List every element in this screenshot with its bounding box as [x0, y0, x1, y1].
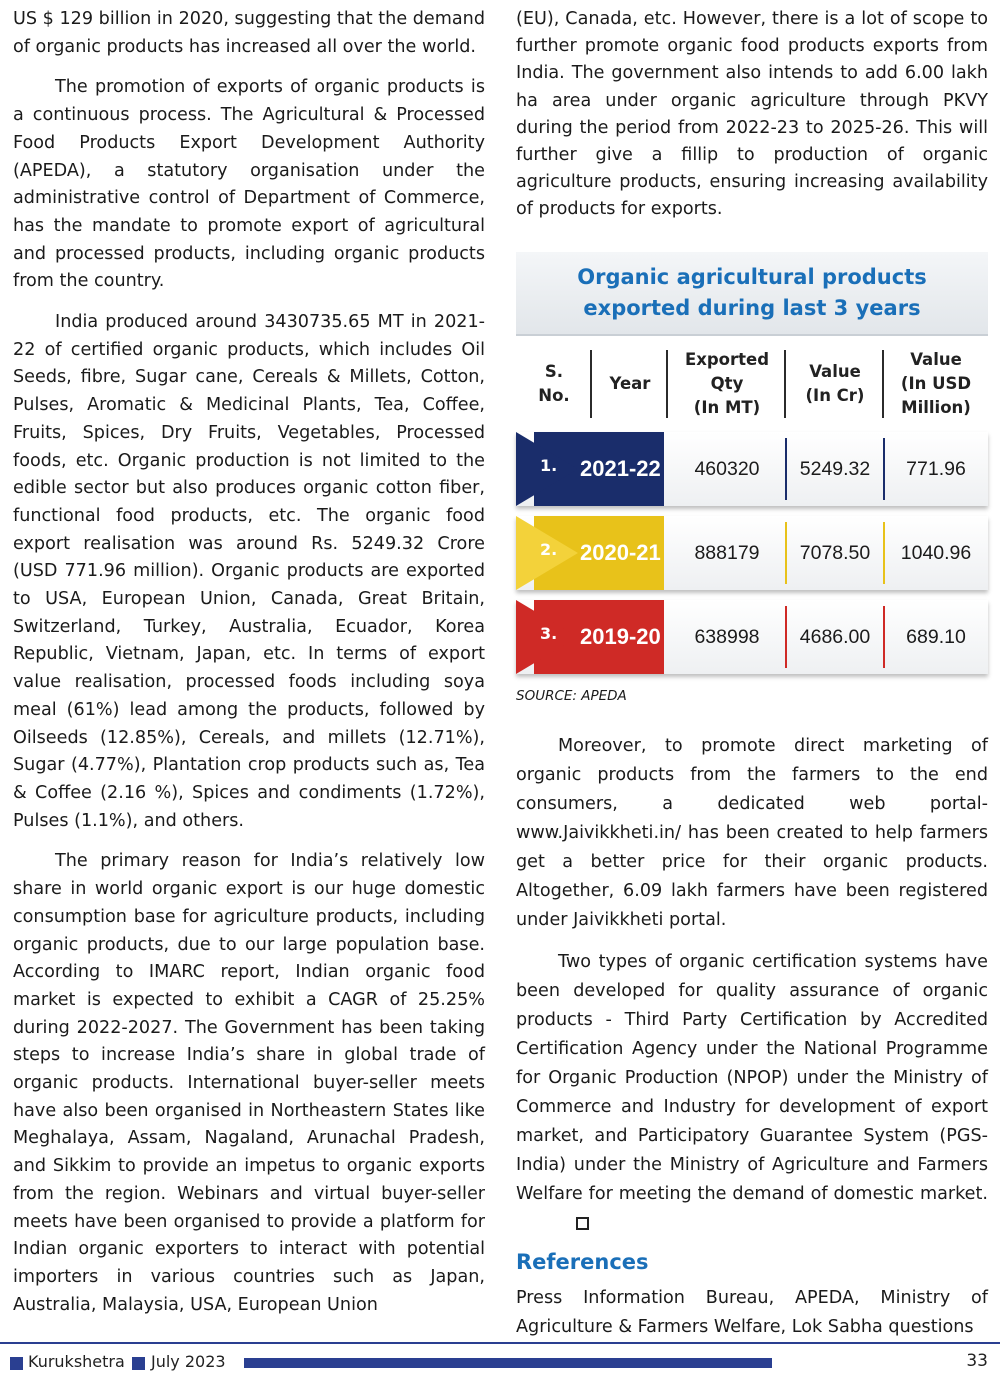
- paragraph: India produced around 3430735.65 MT in 2021-22 of certified organic products, which includes Oil Seeds, fibre, Sugar cane, Cereals & Millets, Cotton, Pulses, Aromatic & Medicinal Plants, Tea, Coffee, Fruits, Spices, Dry Fruits, Vegetables, Processed foods, etc. Organic production is not limited to the edible sector but also produces organic cotton fiber, functional food products, etc. The organic food export realisation was around Rs. 5249.32 Crore (USD 771.96 million). Organic products are exported to USA, European Union, Canada, Great Britain, Switzerland, Turkey, Australia, Ecuador, Korea Republic, Vietnam, Japan, etc. In terms of export value realisation, processed foods including soya meal (61%) lead among the products, followed by Oilseeds (12.85%), Cereals, and millets (12.71%), Sugar (4.77%), Plantation crop products such as, Tea & Coffee (2.16 %), Spices and condiments (1.72%), Pulses (1.1%), and others.: [13, 312, 485, 831]
- infographic-title-band: [516, 252, 988, 336]
- footer-rule: [0, 1342, 1000, 1344]
- paragraph: US $ 129 billion in 2020, suggesting that the demand of organic products has increased all over the world.: [13, 9, 485, 57]
- right-column-bottom: [516, 732, 988, 1355]
- table-row: [516, 600, 988, 674]
- row-qty: 460320: [694, 457, 760, 480]
- header-year: [592, 344, 668, 424]
- page-footer: [0, 1348, 1000, 1379]
- header-text: Exported: [684, 350, 770, 369]
- header-text: Year: [609, 374, 651, 393]
- paragraph: Moreover, to promote direct marketing of organic products from the farmers to the end consumers, a dedicated web portal- www.Jaivikkheti.in/ has been created to help farmers get a better price for their organic products. Altogether, 6.09 lakh farmers have been registered under Jaivikkheti portal.: [516, 736, 988, 930]
- end-mark-icon: [576, 1217, 589, 1230]
- references-text: Press Information Bureau, APEDA, Ministry of Agriculture & Farmers Welfare, Lok Sabha questions: [516, 1288, 988, 1337]
- export-infographic: [516, 252, 988, 682]
- row-year: 2019-20: [580, 624, 661, 649]
- header-text: Qty: [710, 374, 744, 393]
- row-sno: 2.: [540, 540, 558, 559]
- row-value-cr: 5249.32: [799, 457, 871, 480]
- paragraph: The primary reason for India’s relatively low share in world organic export is our huge domestic consumption base for agriculture products, including organic products, due to our large population base. According to IMARC report, Indian organic food market is expected to exhibit a CAGR of 25.25% during 2022-2027. The Government has been taking steps to increase India’s share in global trade of organic products. International buyer-seller meets have also been organised in Northeastern States like Meghalaya, Assam, Nagaland, Arunachal Pradesh, and Sikkim to provide an impetus to organic exports from the region. Webinars and virtual buyer-seller meets have been organised to provide a platform for Indian organic exporters to interact with potential importers in various countries such as Japan, Australia, Malaysia, USA, European Union: [13, 851, 485, 1315]
- infographic-title-line1: Organic agricultural products: [577, 265, 927, 289]
- header-text: Million): [901, 398, 971, 417]
- references-heading: References: [516, 1250, 649, 1274]
- paragraph: (EU), Canada, etc. However, there is a lot of scope to further promote organic food products exports from India. The government also intends to add 6.00 lakh ha area under organic agriculture through PKVY during the period from 2022-23 to 2025-26. This will further give a fillip to production of organic agriculture products, ensuring increasing availability of products for exports.: [516, 9, 988, 220]
- header-text: (In Cr): [805, 386, 865, 405]
- row-value-cr: 4686.00: [799, 625, 871, 648]
- header-text: (In MT): [693, 398, 761, 417]
- infographic-title: [516, 262, 988, 324]
- paragraph-text: Two types of organic certification systems have been developed for quality assurance of organic products - Third Party Certification by Accredited Certification Agency under the National Programme for Organic Production (NPOP) under the Ministry of Commerce and Industry for development of export market, and Participatory Guarantee System (PGS-India) under the Ministry of Agriculture and Farmers Welfare for meeting the demand of domestic market.: [516, 952, 988, 1204]
- infographic-title-line2: exported during last 3 years: [583, 296, 921, 320]
- header-sno: [516, 344, 592, 424]
- header-text: Value: [809, 362, 861, 381]
- row-sno: 1.: [540, 456, 558, 475]
- row-qty: 638998: [694, 625, 760, 648]
- row-value-usd: 771.96: [906, 457, 966, 480]
- left-column: [13, 6, 485, 1332]
- table-row: [516, 516, 988, 590]
- table-header: [516, 344, 988, 424]
- paragraph: [516, 948, 988, 1238]
- row-qty: 888179: [694, 541, 760, 564]
- footer-issue: July 2023: [151, 1352, 226, 1371]
- row-year: 2020-21: [580, 540, 661, 565]
- header-text: No.: [538, 386, 570, 405]
- row-value-usd: 1040.96: [900, 541, 972, 564]
- header-qty: [668, 344, 786, 424]
- source-caption: SOURCE: APEDA: [516, 688, 627, 704]
- row-value-usd: 689.10: [906, 625, 966, 648]
- header-value-cr: [786, 344, 884, 424]
- header-text: (In USD: [900, 374, 972, 393]
- footer-bar: [244, 1358, 772, 1368]
- header-value-usd: [884, 344, 988, 424]
- header-text: Value: [910, 350, 962, 369]
- row-year: 2021-22: [580, 456, 661, 481]
- row-sno: 3.: [540, 624, 558, 643]
- footer-square-icon: [10, 1357, 23, 1370]
- table-row: [516, 432, 988, 506]
- right-column-top: [516, 6, 988, 237]
- page-number: 33: [966, 1351, 988, 1371]
- header-text: S.: [544, 362, 564, 381]
- footer-square-icon: [132, 1357, 145, 1370]
- row-value-cr: 7078.50: [799, 541, 871, 564]
- footer-magazine: Kurukshetra: [28, 1352, 125, 1371]
- paragraph: The promotion of exports of organic products is a continuous process. The Agricultural & Processed Food Products Export Development Authority (APEDA), a statutory organisation under the administrative control of Department of Commerce, has the mandate to promote export of agricultural and processed products, including organic products from the country.: [13, 77, 485, 292]
